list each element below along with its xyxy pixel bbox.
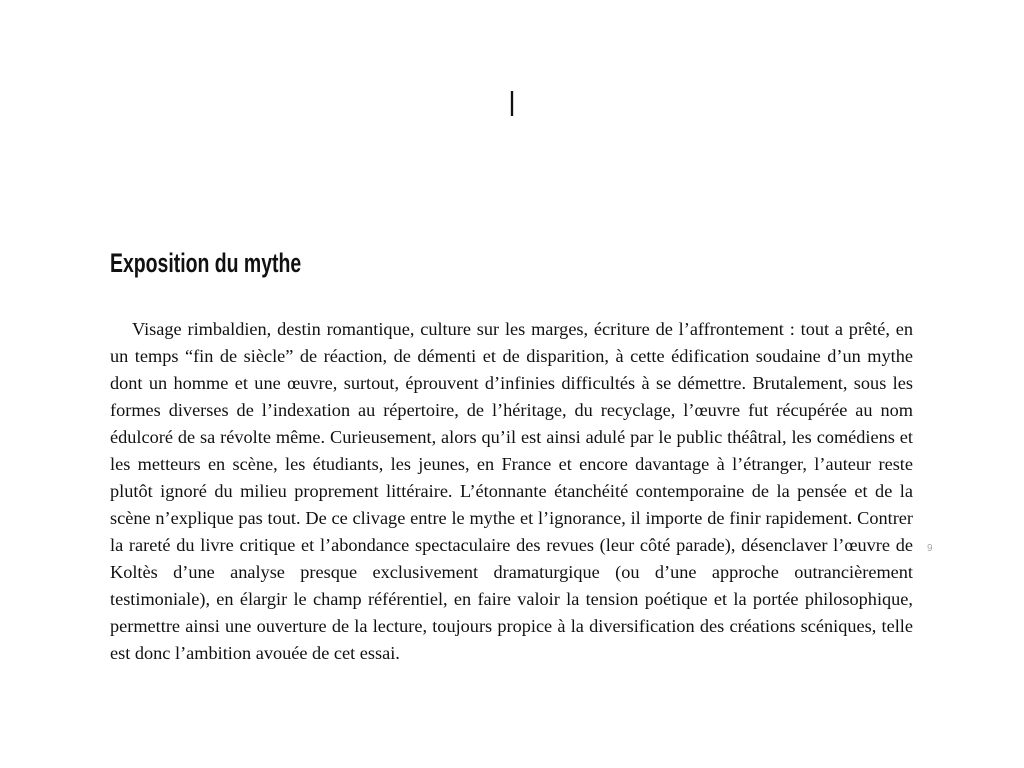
body-paragraph: Visage rimbaldien, destin romantique, culture sur les marges, écriture de l’affrontement : tout a prêté, en un temps “fin de siècle” de réaction, de démenti et de disparition, à cette édification soudaine d’un mythe dont un homme et une œuvre, surtout, éprouvent d’infinies difficultés à se démettre. Brutalement, sous les formes diverses de l’indexation au répertoire, de l’héritage, du recyclage, l’œuvre fut récupérée au nom édulcoré de sa révolte même. Curieusement, alors qu’il est ainsi adulé par le public théâtral, les comédiens et les metteurs en scène, les étudiants, les jeunes, en France et encore davantage à l’étranger, l’auteur reste plutôt ignoré du milieu proprement littéraire. L’étonnante étanchéité contemporaine de la pensée et de la scène n’explique pas tout. De ce clivage entre le mythe et l’ignorance, il importe de finir rapidement. Contrer la rareté du livre critique et l’abondance spectaculaire des revues (leur côté parade), désenclaver l’œuvre de Koltès d’une analyse presque exclusivement dramaturgique (ou d’une approche outrancièrement testimoniale), en élargir le champ référentiel, en faire valoir la tension poétique et la portée philosophique, permettre ainsi une ouverture de la lecture, toujours propice à la diversification des créations scéniques, telle est donc l’ambition avouée de cet essai. xyxy=(110,319,913,663)
page-number: 9 xyxy=(927,543,933,554)
chapter-number: I xyxy=(509,83,515,124)
section-title: Exposition du mythe xyxy=(110,248,302,278)
